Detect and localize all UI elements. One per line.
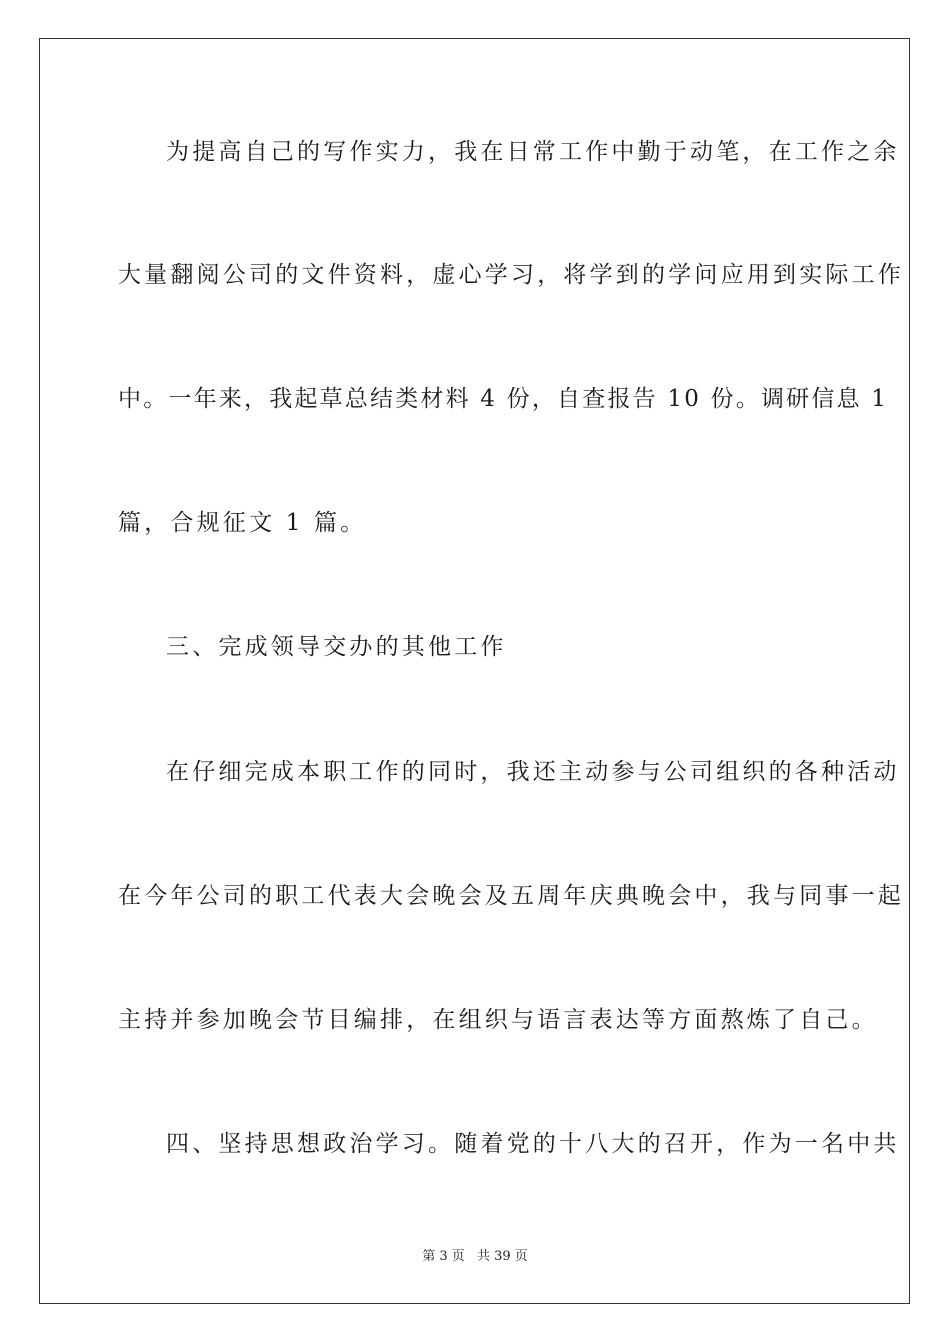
section-heading: 三、完成领导交办的其他工作 — [166, 634, 507, 660]
paragraph-line: 在仔细完成本职工作的同时，我还主动参与公司组织的各种活动 — [166, 759, 900, 785]
paragraph-line: 篇，合规征文 1 篇。 — [118, 510, 367, 536]
page-footer — [0, 1248, 950, 1266]
paragraph-line: 为提高自己的写作实力，我在日常工作中勤于动笔，在工作之余 — [166, 139, 900, 165]
page-border — [39, 38, 910, 1304]
page-number-total: 共 39 页 — [476, 1249, 528, 1264]
page-number-current: 第 3 页 — [422, 1249, 465, 1264]
paragraph-line: 主持并参加晚会节目编排，在组织与语言表达等方面熬炼了自己。 — [118, 1007, 878, 1033]
paragraph-line: 在今年公司的职工代表大会晚会及五周年庆典晚会中，我与同事一起 — [118, 883, 904, 909]
paragraph-line: 中。一年来，我起草总结类材料 4 份，自查报告 10 份。调研信息 1 — [118, 386, 889, 412]
paragraph-line: 四、坚持思想政治学习。随着党的十八大的召开，作为一名中共 — [166, 1131, 900, 1157]
paragraph-line: 大量翻阅公司的文件资料，虚心学习，将学到的学问应用到实际工作 — [118, 262, 904, 288]
